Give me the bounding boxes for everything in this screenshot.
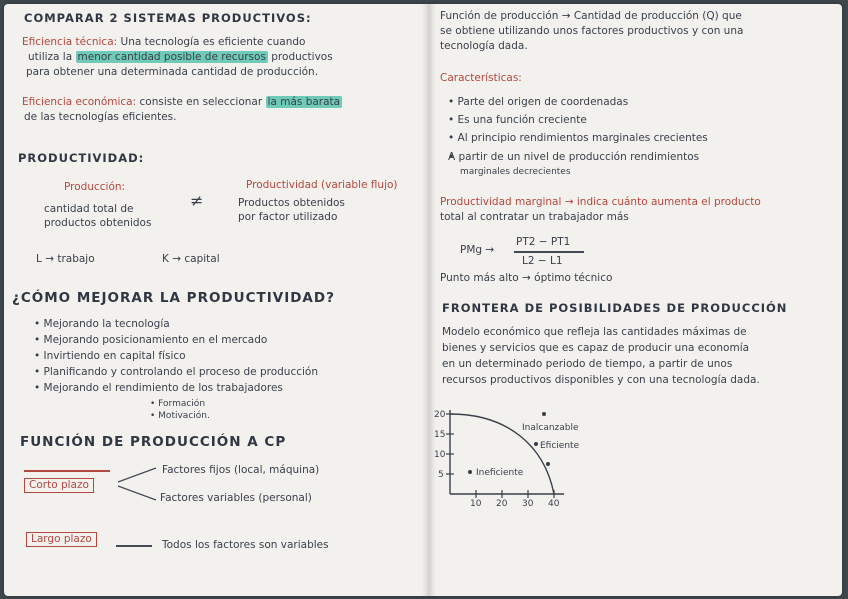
funcion-cp-title: FUNCIÓN DE PRODUCCIÓN A CP	[20, 434, 287, 450]
notebook-spine	[422, 4, 436, 596]
largo-plazo-dash	[116, 545, 152, 547]
label-ineficiente: Ineficiente	[476, 468, 524, 478]
x-tick: 10	[470, 499, 482, 509]
eficiencia-economica-line1	[22, 96, 342, 109]
caracteristicas-title: Características:	[440, 72, 522, 84]
productividad-heading: Productividad (variable flujo)	[246, 179, 398, 191]
y-tick: 20	[434, 410, 446, 420]
eficiencia-tecnica-line3: para obtener una determinada cantidad de producción.	[26, 66, 319, 78]
eficiencia-economica-text: consiste en seleccionar	[139, 96, 263, 108]
frontera-def-3: en un determinado periodo de tiempo, a partir de unos	[442, 358, 733, 370]
not-equal-sign: ≠	[190, 191, 204, 210]
y-tick: 10	[434, 450, 446, 460]
x-tick: 30	[522, 499, 534, 509]
point-inalcanzable	[542, 412, 546, 416]
x-tick: 20	[496, 499, 508, 509]
pm-def-text: Productividad marginal → indica cuánto aumenta el producto	[440, 196, 761, 208]
ppf-sketch	[436, 400, 606, 510]
page-title: COMPARAR 2 SISTEMAS PRODUCTIVOS:	[24, 11, 312, 25]
eficiencia-economica-line2: de las tecnologías eficientes.	[24, 111, 177, 123]
eficiencia-tecnica-text-b: productivos	[271, 51, 333, 63]
corto-plazo-arrows	[116, 464, 160, 504]
eficiencia-tecnica-line1	[22, 36, 305, 49]
point-eficiente	[534, 442, 538, 446]
funcion-def-1: Función de producción → Cantidad de producción (Q) que	[440, 10, 742, 22]
k-capital: K → capital	[162, 253, 220, 265]
corto-plazo-box: Corto plazo	[24, 478, 94, 493]
label-inalcanzable: Inalcanzable	[522, 423, 579, 433]
l-trabajo: L → trabajo	[36, 253, 95, 265]
mejorar-item: • Mejorando el rendimiento de los trabajadores	[34, 382, 283, 395]
funcion-def-3: tecnología dada.	[440, 40, 528, 52]
eficiencia-tecnica-text: Una tecnología es eficiente cuando	[120, 36, 306, 48]
pm-def-2: total al contratar un trabajador más	[440, 211, 629, 223]
caracteristica-item: • Es una función creciente	[448, 114, 587, 127]
frontera-def-1: Modelo económico que refleja las cantidades máximas de	[442, 326, 747, 338]
pmg-label: PMg →	[460, 244, 495, 256]
pmg-fraction-bar	[514, 251, 584, 253]
productividad-title: PRODUCTIVIDAD:	[18, 151, 145, 165]
eficiencia-tecnica-line2	[28, 51, 333, 64]
highlight-mas-barata: la más barata	[267, 96, 341, 108]
y-tick: 5	[438, 470, 444, 480]
caracteristica-4b: marginales decrecientes	[460, 167, 571, 177]
mejorar-item: • Mejorando la tecnología	[34, 318, 170, 331]
pmg-numerator: PT2 − PT1	[516, 236, 571, 248]
productividad-def-2: por factor utilizado	[238, 211, 338, 223]
y-tick: 15	[434, 430, 446, 440]
mejorar-subitem: • Motivación.	[150, 410, 210, 423]
caracteristica-item: • Parte del origen de coordenadas	[448, 96, 628, 109]
highlight-menor-cantidad: menor cantidad posible de recursos	[77, 51, 266, 63]
corto-plazo-overline	[24, 470, 110, 472]
mejorar-item: • Invirtiendo en capital físico	[34, 350, 186, 363]
mejorar-item: • Mejorando posicionamiento en el mercado	[34, 334, 267, 347]
mejorar-title: ¿CÓMO MEJORAR LA PRODUCTIVIDAD?	[12, 290, 335, 306]
productividad-def-1: Productos obtenidos	[238, 197, 345, 209]
produccion-def-2: productos obtenidos	[44, 217, 152, 229]
factores-variables: Factores variables (personal)	[160, 492, 312, 504]
pmg-denominator: L2 − L1	[522, 255, 563, 267]
point-eficiente-2	[546, 462, 550, 466]
eficiencia-tecnica-text-a: utiliza la	[28, 51, 73, 63]
eficiencia-economica-label: Eficiencia económica:	[22, 96, 137, 108]
largo-plazo-box: Largo plazo	[26, 532, 97, 547]
frontera-title: FRONTERA DE POSIBILIDADES DE PRODUCCIÓN	[442, 301, 788, 315]
factores-fijos: Factores fijos (local, máquina)	[162, 464, 320, 476]
funcion-def-2: se obtiene utilizando unos factores productivos y con una	[440, 25, 744, 37]
largo-plazo-desc: Todos los factores son variables	[162, 539, 329, 551]
x-tick: 40	[548, 499, 560, 509]
frontera-def-2: bienes y servicios que es capaz de producir una economía	[442, 342, 750, 354]
pm-def-1	[440, 196, 761, 209]
mejorar-subitem: • Formación	[150, 398, 205, 411]
eficiencia-tecnica-label: Eficiencia técnica:	[22, 36, 118, 48]
frontera-def-4: recursos productivos disponibles y con una tecnología dada.	[442, 374, 760, 386]
produccion-heading: Producción:	[64, 181, 126, 193]
produccion-def-1: cantidad total de	[44, 203, 134, 215]
optimo-tecnico: Punto más alto → óptimo técnico	[440, 272, 613, 284]
point-ineficiente	[468, 470, 472, 474]
notebook	[4, 4, 842, 596]
label-eficiente: Eficiente	[540, 441, 580, 451]
caracteristica-item: • Al principio rendimientos marginales crecientes	[448, 132, 708, 145]
mejorar-item: • Planificando y controlando el proceso de producción	[34, 366, 318, 379]
caracteristica-item	[448, 151, 699, 164]
left-page	[4, 4, 422, 596]
right-page	[436, 4, 842, 596]
caracteristica-4a: A partir de un nivel de producción rendimientos	[448, 151, 700, 163]
